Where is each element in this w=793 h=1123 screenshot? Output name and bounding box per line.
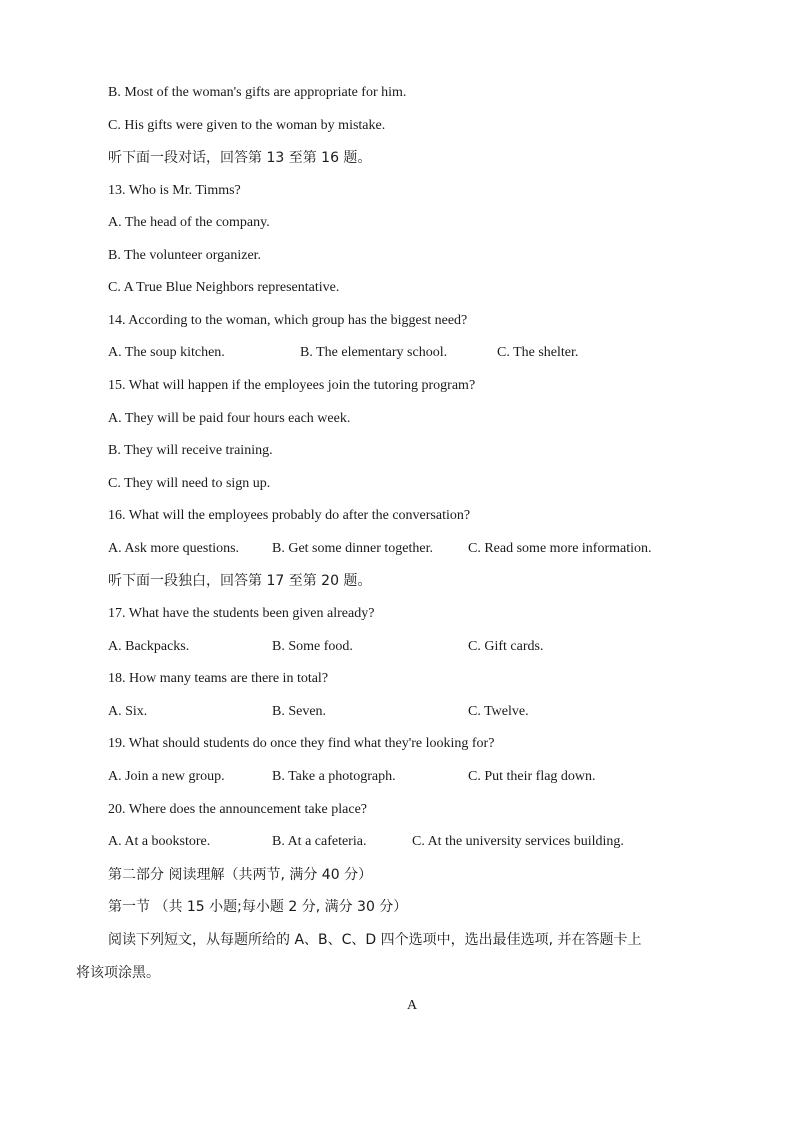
option-c: C. At the university services building.: [412, 834, 624, 849]
option-line: C. His gifts were given to the woman by mistake.: [108, 118, 386, 133]
question-13: 13. Who is Mr. Timms?: [108, 183, 241, 198]
option-line: C. They will need to sign up.: [108, 476, 271, 491]
option-line: C. A True Blue Neighbors representative.: [108, 280, 340, 295]
option-line: B. They will receive training.: [108, 443, 273, 458]
option-b: B. Seven.: [272, 704, 327, 719]
instructions: 阅读下列短文，从每题所给的 A、B、C、D 四个选项中，选出最佳选项, 并在答题卡上: [108, 932, 642, 948]
option-a: A. Join a new group.: [108, 769, 225, 784]
option-c: C. Gift cards.: [468, 639, 544, 654]
option-line: A. They will be paid four hours each week.: [108, 411, 351, 426]
option-c: C. Twelve.: [468, 704, 529, 719]
passage-label: A: [407, 998, 418, 1013]
section-heading: 第一节 （共 15 小题;每小题 2 分, 满分 30 分）: [108, 899, 408, 915]
option-line: B. The volunteer organizer.: [108, 248, 262, 263]
option-c: C. Put their flag down.: [468, 769, 596, 784]
option-b: B. Some food.: [272, 639, 353, 654]
option-a: A. Ask more questions.: [108, 541, 240, 556]
question-20: 20. Where does the announcement take place?: [108, 802, 368, 817]
option-a: A. The soup kitchen.: [108, 345, 225, 360]
option-a: A. Backpacks.: [108, 639, 190, 654]
option-c: C. Read some more information.: [468, 541, 652, 556]
option-a: A. At a bookstore.: [108, 834, 211, 849]
option-line: B. Most of the woman's gifts are appropriate for him.: [108, 85, 407, 100]
option-a: A. Six.: [108, 704, 148, 719]
question-18: 18. How many teams are there in total?: [108, 671, 329, 686]
option-line: A. The head of the company.: [108, 215, 270, 230]
option-b: B. Take a photograph.: [272, 769, 396, 784]
question-19: 19. What should students do once they find what they're looking for?: [108, 736, 495, 751]
option-b: B. At a cafeteria.: [272, 834, 367, 849]
question-16: 16. What will the employees probably do after the conversation?: [108, 508, 471, 523]
part-heading: 第二部分 阅读理解（共两节, 满分 40 分）: [108, 867, 373, 883]
option-b: B. The elementary school.: [300, 345, 448, 360]
question-17: 17. What have the students been given already?: [108, 606, 375, 621]
option-c: C. The shelter.: [497, 345, 579, 360]
instructions-continued: 将该项涂黑。: [76, 965, 160, 981]
section-heading: 听下面一段独白，回答第 17 至第 20 题。: [108, 573, 372, 589]
question-14: 14. According to the woman, which group has the biggest need?: [108, 313, 468, 328]
section-heading: 听下面一段对话，回答第 13 至第 16 题。: [108, 150, 372, 166]
option-b: B. Get some dinner together.: [272, 541, 433, 556]
question-15: 15. What will happen if the employees join the tutoring program?: [108, 378, 476, 393]
